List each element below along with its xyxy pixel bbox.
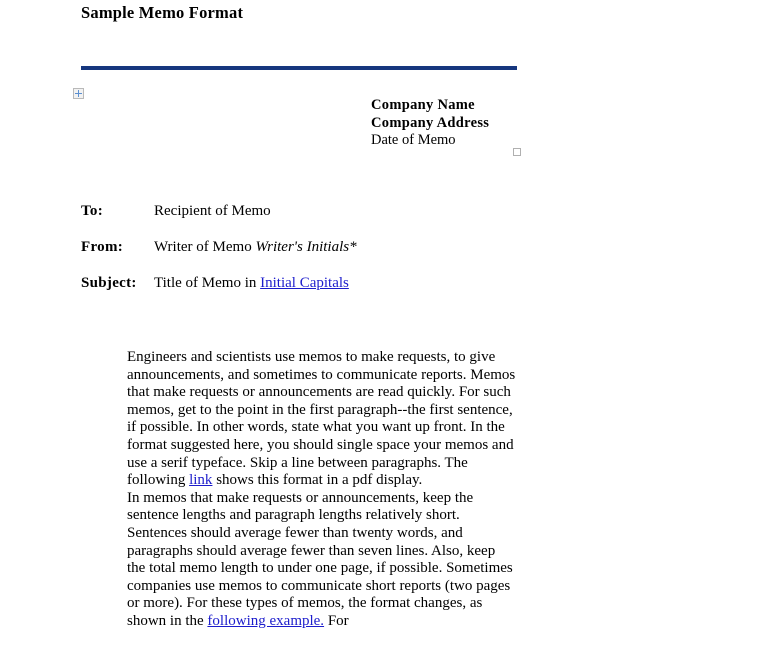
- paragraph-2-text-after-link: For: [324, 612, 349, 629]
- company-address: Company Address: [371, 114, 490, 131]
- field-label-subject: Subject:: [81, 275, 137, 291]
- letterhead-block: [371, 97, 489, 150]
- field-value-from-text: Writer of Memo: [154, 239, 256, 255]
- paragraph-2-text-before-link: In memos that make requests or announcements, keep the sentence lengths and paragraph lengths relatively short. Sentences should average fewer than twenty words, and paragraphs should average fewer than seven lines. Also, keep the total memo length to under one page, if possible. Sometimes companies use memos to communicate short reports (two pages or more). For these types of memos, the format changes, as shown in the: [127, 489, 513, 629]
- memo-date: Date of Memo: [371, 132, 456, 148]
- company-name: Company Name: [371, 97, 475, 113]
- field-row-to: [81, 203, 531, 239]
- body-paragraph-2: [127, 490, 517, 631]
- memo-body: [127, 349, 517, 631]
- field-row-from: [81, 239, 531, 275]
- header-divider-rule: [81, 66, 517, 70]
- field-value-to: [154, 203, 271, 220]
- body-paragraph-1: [127, 349, 517, 490]
- table-move-handle-icon[interactable]: [73, 88, 84, 99]
- field-row-subject: [81, 275, 531, 311]
- field-value-subject: [154, 275, 349, 292]
- table-resize-handle-icon[interactable]: [513, 148, 521, 156]
- pdf-format-link[interactable]: link: [189, 472, 213, 489]
- paragraph-1-text-before-link: Engineers and scientists use memos to make requests, to give announcements, and sometimes to communicate reports. Memos that make requests or announcements are read quickly. For such memos, get to the point in the first paragraph--the first sentence, if possible. In other words, state what you want up front. In the format suggested here, you should single space your memos and use a serif typeface. Skip a line between paragraphs. The following: [127, 349, 516, 489]
- field-label-to: To:: [81, 203, 104, 219]
- field-value-to-text: Recipient of Memo: [154, 203, 271, 219]
- field-value-subject-text: Title of Memo in: [154, 275, 261, 291]
- paragraph-1-text-after-link: shows this format in a pdf display.: [212, 472, 423, 489]
- writer-initials-italic: Writer's Initials*: [255, 239, 357, 255]
- cross-horizontal-stroke: [75, 93, 82, 94]
- initial-capitals-link[interactable]: Initial Capitals: [260, 275, 349, 291]
- following-example-link[interactable]: following example.: [207, 612, 325, 629]
- memo-header-fields: [81, 203, 531, 311]
- field-label-from: From:: [81, 239, 124, 255]
- field-value-from: [154, 239, 357, 256]
- page-title: Sample Memo Format: [81, 3, 244, 22]
